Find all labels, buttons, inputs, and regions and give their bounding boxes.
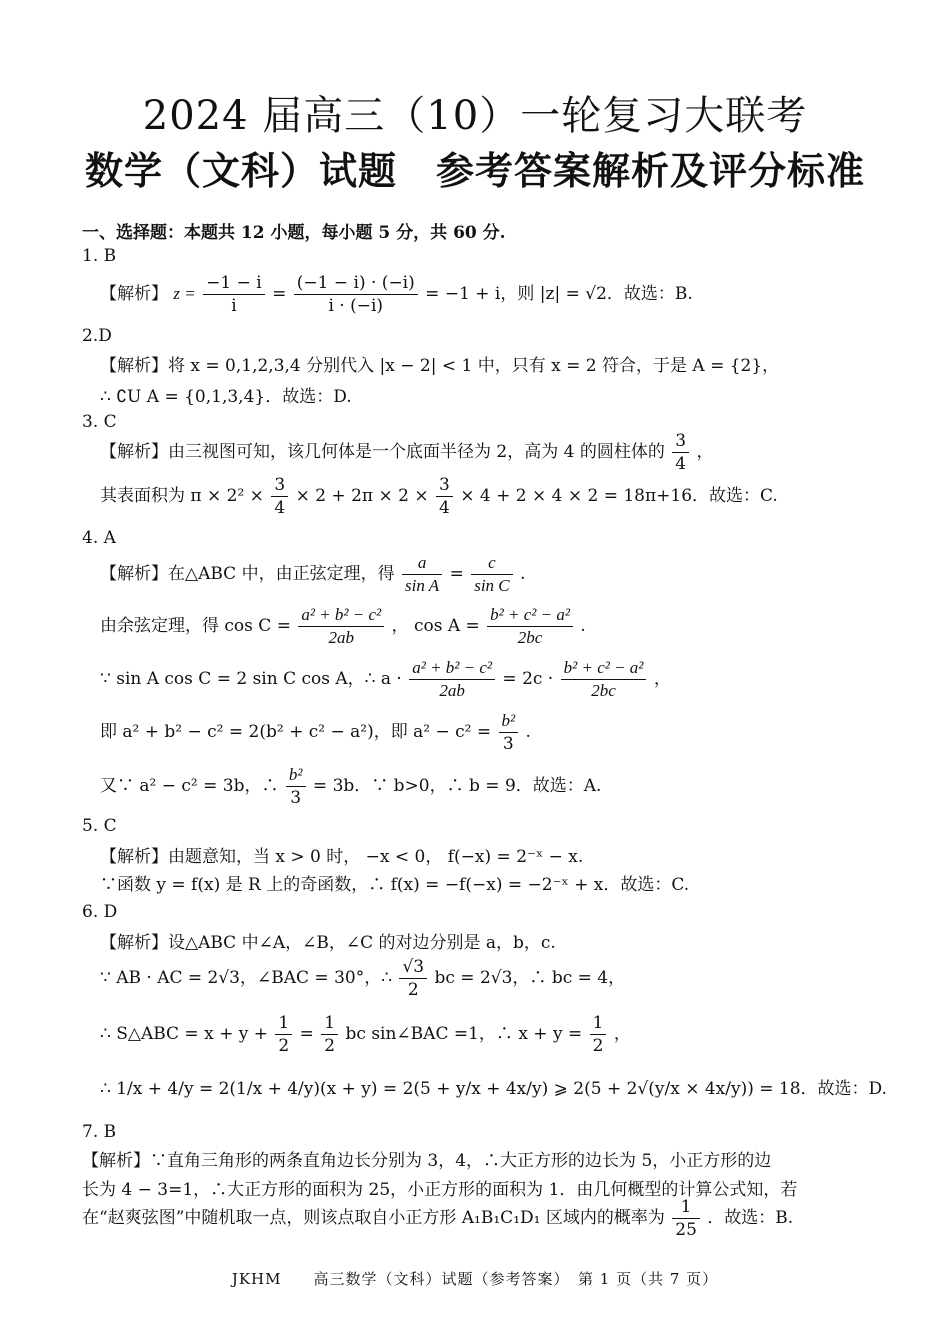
q3-area-mid: × 2 + 2π × 2 × <box>295 486 429 506</box>
q4-cos-end: . <box>580 616 586 636</box>
q7-prob-text: 在“赵爽弦图”中随机取一点，则该点取自小正方形 A₁B₁C₁D₁ 区域内的概率为 <box>82 1208 665 1228</box>
q7-prob-result: ．故选：B. <box>707 1208 794 1228</box>
q4-subst-mid: = 2c · <box>502 669 554 689</box>
section-heading: 一、选择题：本题共 12 小题，每小题 5 分，共 60 分. <box>82 223 506 243</box>
q6-area-fraction-2: $\frac{1}{2}$ <box>321 1012 338 1057</box>
q6-area-end: ， <box>613 1024 631 1044</box>
q7-prob-fraction: $\frac{1}{25}$ <box>672 1196 700 1241</box>
q6-solution-line2 <box>100 956 625 1001</box>
page-footer: JKHM 高三数学（文科）试题（参考答案） 第 1 页（共 7 页） <box>231 1270 719 1288</box>
q7-solution-line3 <box>82 1196 793 1241</box>
q6-area-text: ∴ S△ABC = x + y + <box>100 1024 268 1044</box>
page-title: 2024 届高三（10）一轮复习大联考 <box>142 93 808 139</box>
q7-solution-line1: 【解析】∵直角三角形的两条直角边长分别为 3，4，∴大正方形的边长为 5，小正方形的边 <box>82 1151 772 1171</box>
q3-area-text: 其表面积为 π × 2² × <box>100 486 264 506</box>
q4-sine-fraction-1: $\frac{a}{\text{sin A}}$ <box>402 552 442 597</box>
q4-cos-text: 由余弦定理，得 cos C = <box>100 616 291 636</box>
q6-dot-result: bc = 2√3，∴ bc = 4， <box>434 968 626 988</box>
q5-number: 5. C <box>82 816 117 836</box>
q4-cos-fraction-1: $\frac{\text{a² + b² − c²}}{2ab}$ <box>298 604 384 649</box>
q7-number: 7. B <box>82 1122 117 1142</box>
q6-area-fraction-3: $\frac{1}{2}$ <box>590 1012 607 1057</box>
q2-solution-line1: 【解析】将 x = 0,1,2,3,4 分别代入 |x − 2| < 1 中，只有 x = 2 符合，于是 A = {2}， <box>100 356 780 376</box>
q4-number: 4. A <box>82 528 116 548</box>
q4-subst-fraction-1: $\frac{\text{a² + b² − c²}}{2ab}$ <box>409 657 495 702</box>
q1-number: 1. B <box>82 246 117 266</box>
q1-equals: = <box>272 284 287 304</box>
q1-fraction-1: $\frac{-1 - i}{i}$ <box>203 272 265 317</box>
q4-subst-end: ， <box>653 669 671 689</box>
q6-dot-fraction: $\frac{√3}{2}$ <box>399 956 427 1001</box>
q2-number: 2.D <box>82 326 112 346</box>
q6-number: 6. D <box>82 902 118 922</box>
q4-solution-line4 <box>100 710 531 755</box>
q3-fraction: $\frac{3}{4}$ <box>672 430 689 475</box>
q1-fraction-2: $\frac{(-1 - i) \cdot (-i)}{i \cdot (-i)}$ <box>294 272 418 317</box>
q4-subst-text: ∵ sin A cos C = 2 sin C cos A，∴ a · <box>100 669 402 689</box>
q4-sine-text: 【解析】在△ABC 中，由正弦定理，得 <box>100 564 395 584</box>
q6-solution-line3 <box>100 1012 631 1057</box>
q4-simplify-text: 即 a² + b² − c² = 2(b² + c² − a²)，即 a² − c² = <box>100 722 492 742</box>
q4-final-text: 又∵ a² − c² = 3b，∴ <box>100 776 279 796</box>
q1-solution <box>100 272 693 317</box>
q4-solution-line1 <box>100 552 525 597</box>
q4-equals: = <box>449 564 464 584</box>
q1-z: z = <box>173 284 196 303</box>
q4-period: . <box>520 564 526 584</box>
q6-dot-text: ∵ AB · AC = 2√3，∠BAC = 30°，∴ <box>100 968 393 988</box>
q4-simplify-fraction: $\frac{\text{b²}}{3}$ <box>499 710 519 755</box>
q2-solution-line2: ∴ ∁U A = {0,1,3,4}．故选：D. <box>100 387 352 407</box>
q4-cos-fraction-2: $\frac{\text{b² + c² − a²}}{2bc}$ <box>487 604 573 649</box>
q6-area-eq: = <box>299 1024 314 1044</box>
q3-number: 3. C <box>82 412 117 432</box>
q4-sine-fraction-2: $\frac{c}{\text{sin C}}$ <box>471 552 512 597</box>
q3-area-fraction-2: $\frac{3}{4}$ <box>436 474 453 519</box>
q3-solution-line2 <box>100 474 778 519</box>
q7-solution-line2: 长为 4 − 3=1，∴大正方形的面积为 25，小正方形的面积为 1．由几何概型的计算公式知，若 <box>82 1180 798 1200</box>
q6-solution-line4: ∴ 1/x + 4/y = 2(1/x + 4/y)(x + y) = 2(5 + y/x + 4x/y) ⩾ 2(5 + 2√(y/x × 4x/y)) = 18．故选：D. <box>100 1079 887 1099</box>
q4-simplify-end: . <box>525 722 531 742</box>
q4-solution-line2 <box>100 604 586 649</box>
q4-final-result: = 3b．∵ b>0，∴ b = 9．故选：A. <box>312 776 602 796</box>
q5-solution-line2: ∵函数 y = f(x) 是 R 上的奇函数，∴ f(x) = −f(−x) = −2⁻ˣ + x．故选：C. <box>100 875 690 895</box>
q3-text: 【解析】由三视图可知，该几何体是一个底面半径为 2，高为 4 的圆柱体的 <box>100 442 665 462</box>
q5-solution-line1: 【解析】由题意知，当 x > 0 时， −x < 0， f(−x) = 2⁻ˣ − x. <box>100 847 584 867</box>
q4-final-fraction: $\frac{\text{b²}}{3}$ <box>286 764 306 809</box>
q1-label: 【解析】 <box>100 284 168 304</box>
q6-area-fraction-1: $\frac{1}{2}$ <box>275 1012 292 1057</box>
q1-result: = −1 + i，则 |z| = √2．故选：B. <box>425 284 693 304</box>
q4-subst-fraction-2: $\frac{\text{b² + c² − a²}}{2bc}$ <box>561 657 647 702</box>
q3-area-fraction-1: $\frac{3}{4}$ <box>271 474 288 519</box>
q4-solution-line3 <box>100 657 671 702</box>
page-subtitle: 数学（文科）试题 参考答案解析及评分标准 <box>84 148 865 193</box>
q3-comma: ， <box>696 442 714 462</box>
q6-area-mid: bc sin∠BAC =1，∴ x + y = <box>345 1024 583 1044</box>
q4-cos-mid: ， cos A = <box>391 616 480 636</box>
q4-solution-line5 <box>100 764 601 809</box>
q3-area-result: × 4 + 2 × 4 × 2 = 18π+16．故选：C. <box>460 486 778 506</box>
q6-solution-line1: 【解析】设△ABC 中∠A，∠B，∠C 的对边分别是 a，b，c. <box>100 933 556 953</box>
q3-solution-line1 <box>100 430 713 475</box>
